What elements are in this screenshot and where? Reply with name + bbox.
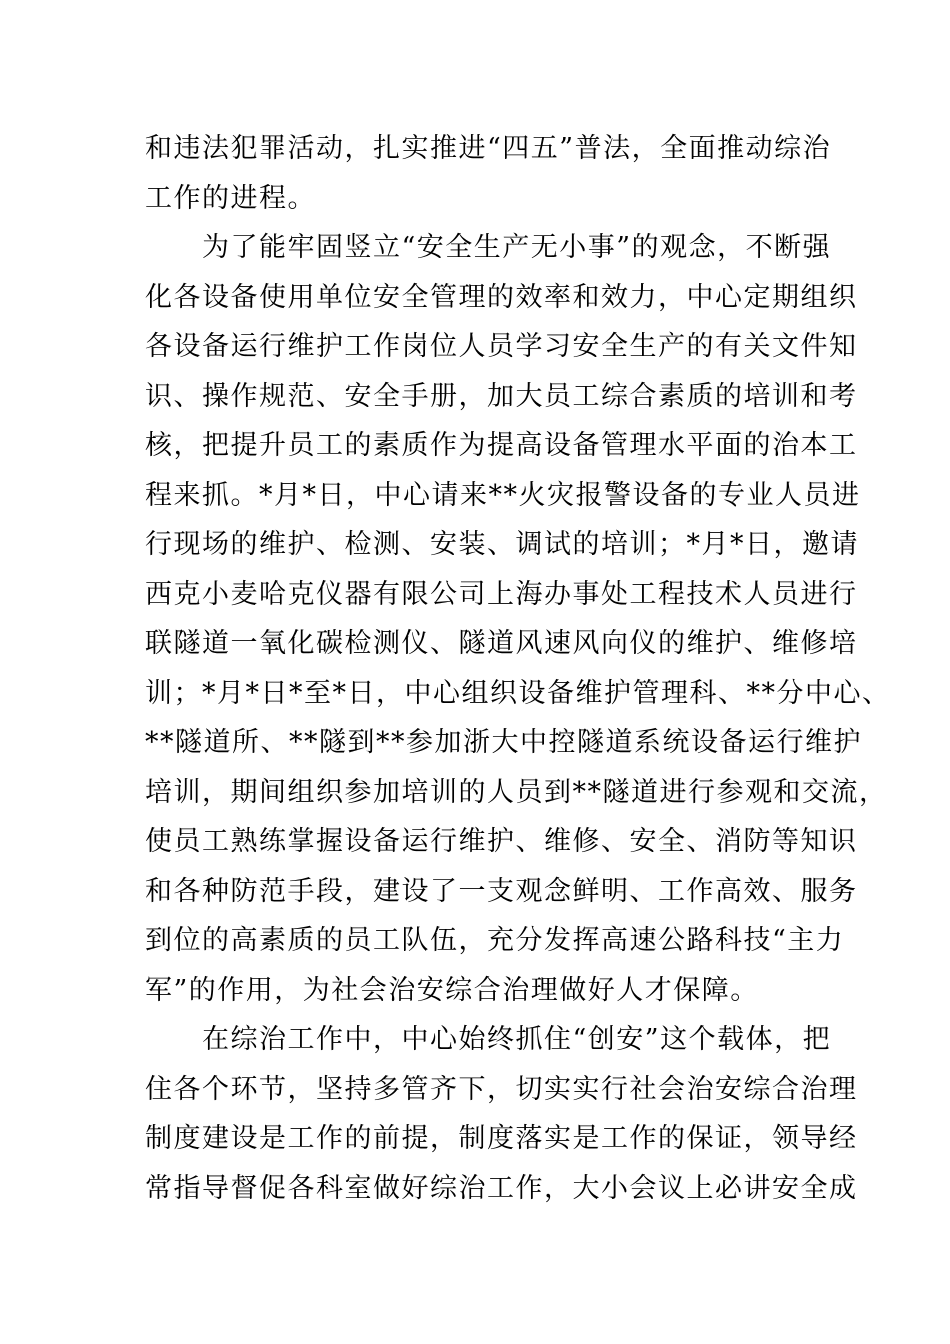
- text-line: 和违法犯罪活动，扎实推进“四五”普法，全面推动综治: [145, 133, 832, 164]
- paragraph-2: [145, 223, 891, 1015]
- text-line: 工作的进程。: [145, 182, 316, 214]
- text-line: 各设备运行维护工作岗位人员学习安全生产的有关文件知: [145, 331, 858, 362]
- text-line: 程来抓。*月*日，中心请来**火灾报警设备的专业人员进: [145, 479, 861, 511]
- text-line: 使员工熟练掌握设备运行维护、维修、安全、消防等知识: [145, 826, 858, 857]
- text-line: **隧道所、**隧到**参加浙大中控隧道系统设备运行维护: [145, 727, 862, 758]
- text-line: 住各个环节，坚持多管齐下，切实实行社会治安综合治理: [145, 1073, 858, 1105]
- text-line: 在综治工作中，中心始终抓住“创安”这个载体，把: [202, 1024, 832, 1055]
- text-line: 和各种防范手段，建设了一支观念鲜明、工作高效、服务: [145, 875, 858, 907]
- text-line: 西克小麦哈克仪器有限公司上海办事处工程技术人员进行: [145, 578, 858, 610]
- text-line: 常指导督促各科室做好综治工作，大小会议上必讲安全成: [145, 1172, 858, 1204]
- text-line: 核，把提升员工的素质作为提高设备管理水平面的治本工: [145, 430, 858, 461]
- text-line: 制度建设是工作的前提，制度落实是工作的保证，领导经: [145, 1123, 858, 1154]
- text-line: 行现场的维护、检测、安装、调试的培训；*月*日，邀请: [145, 529, 859, 560]
- document-body: [145, 124, 891, 1213]
- text-line: 训；*月*日*至*日，中心组织设备维护管理科、**分中心、: [145, 677, 891, 709]
- paragraph-1: [145, 124, 832, 223]
- text-line: 为了能牢固竖立“安全生产无小事”的观念，不断强: [202, 232, 832, 263]
- text-line: 培训，期间组织参加培训的人员到**隧道进行参观和交流，: [145, 776, 888, 808]
- text-line: 军”的作用，为社会治安综合治理做好人才保障。: [145, 974, 759, 1006]
- text-line: 化各设备使用单位安全管理的效率和效力，中心定期组织: [145, 281, 858, 313]
- paragraph-3: [145, 1015, 858, 1213]
- text-line: 联隧道一氧化碳检测仪、隧道风速风向仪的维护、维修培: [145, 628, 858, 659]
- text-line: 识、操作规范、安全手册，加大员工综合素质的培训和考: [145, 380, 858, 412]
- text-line: 到位的高素质的员工队伍，充分发挥高速公路科技“主力: [145, 925, 845, 956]
